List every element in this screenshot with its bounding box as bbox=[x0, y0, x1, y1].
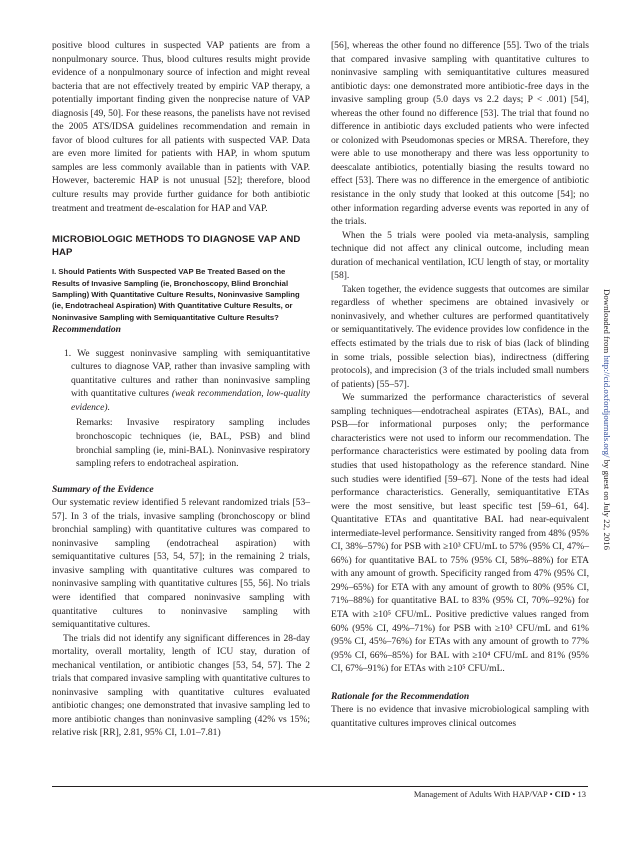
download-notice-suffix: by guest on July 22, 2016 bbox=[602, 457, 612, 551]
footer-separator: • bbox=[549, 789, 553, 799]
recommendation-strength: (weak recommendation, low-quality evidence). bbox=[71, 388, 310, 413]
paragraph-antibiotic-days: [56], whereas the other found no difference [55]. Two of the trials that compared invasive sampling with quantitative cultures to noninvasive sampling with semiquantitative cultures measured antibiotic days: one demonstrated more antibiotic-free days in the invasive sampling group (5.0 days vs 2.2 days; P < .001) [54], whereas the other found no difference [53]. The trial that found no difference in antibiotic days excluded patients who were infected or colonized with Pseudomonas species or MRSA. Therefore, they were able to use monotherapy and there was less opportunity to deescalate antibiotics, potentially biasing the results toward no effect [53]. There was no difference in the emergence of antibiotic resistance in the only study that looked at this outcome [54]; no other information regarding adverse events was reported in any of the trials. bbox=[331, 40, 589, 228]
section-heading: MICROBIOLOGIC METHODS TO DIAGNOSE VAP AND HAP bbox=[52, 234, 301, 259]
download-notice bbox=[602, 289, 612, 550]
paragraph-meta-analysis: When the 5 trials were pooled via meta-analysis, sampling technique did not affect any clinical outcome, including mean duration of mechanical ventilation, ICU length of stay, or mortality [58]. bbox=[331, 229, 589, 282]
rationale-paragraph: There is no evidence that invasive microbiological sampling with quantitative cultures improves clinical outcomes bbox=[331, 704, 589, 729]
page-footer bbox=[414, 789, 586, 799]
recommendation-item bbox=[64, 347, 310, 415]
recommendation-text: 1. We suggest noninvasive sampling with semiquantitative cultures to diagnose VAP, rather than invasive sampling with quantitative cultures and rather than noninvasive sampling with quantitative cultures bbox=[64, 347, 310, 400]
right-column bbox=[331, 39, 589, 730]
download-notice-prefix: Downloaded from bbox=[602, 289, 612, 356]
footer-running-title: Management of Adults With HAP/VAP bbox=[413, 789, 548, 799]
summary-label: Summary of the Evidence bbox=[52, 483, 154, 495]
paragraph-evidence-summary: Taken together, the evidence suggests that outcomes are similar regardless of whether specimens are obtained invasively or noninvasively, and whether cultures are performed quantitatively or semiquantitatively. The evidence provides low confidence in the effects estimated by the trials due to risk of bias (lack of blinding in some trials, possible selection bias), indirectness (differing protocols), and imprecision (3 of the trials included small numbers of patients) [55–57]. bbox=[331, 283, 589, 390]
page-number: 13 bbox=[577, 789, 586, 799]
summary-paragraph-2: The trials did not identify any significant differences in 28-day mortality, overall mortality, length of ICU stay, duration of mechanical ventilation, or antibiotic changes [53, 54, 57]. The 2 trials that compared invasive sampling with quantitative cultures to noninvasive sampling with quantitative cultures evaluated antibiotic changes; one demonstrated that invasive sampling led to more antibiotic changes than noninvasive sampling (42% vs 15%; relative risk [RR], 2.81, 95% CI, 1.01–7.81) bbox=[52, 632, 310, 739]
left-column bbox=[52, 39, 310, 740]
rationale-label: Rationale for the Recommendation bbox=[331, 690, 470, 702]
remarks-text: Remarks: Invasive respiratory sampling includes bronchoscopic techniques (ie, BAL, PSB) and blind bronchial sampling (ie, mini-BAL). Noninvasive respiratory sampling refers to endotracheal aspiration. bbox=[76, 417, 310, 470]
paragraph-blood-cultures: positive blood cultures in suspected VAP patients are from a nonpulmonary source. Thus, blood cultures results might provide evidence of a nonpulmonary source of infection and might reveal bacteria that are not effectively treated by empiric VAP therapy, a potentially important finding given the nonprecise nature of VAP diagnosis [49, 50]. For these reasons, the panelists have not revised the 2005 ATS/IDSA guidelines recommendation and remain in favor of blood cultures for all patients with suspected VAP. Data are even more limited for patients with HAP, in whom sputum samples are less commonly available than in patients with VAP. However, bacteremic HAP is not unusual [52]; therefore, blood culture results may provide further guidance for both antibiotic treatment and treatment de-escalation for HAP and VAP. bbox=[52, 40, 310, 214]
recommendation-list bbox=[52, 347, 310, 471]
download-link[interactable]: http://cid.oxfordjournals.org/ bbox=[602, 355, 612, 458]
footer-journal: CID bbox=[554, 789, 571, 799]
recommendation-label: Recommendation bbox=[52, 324, 121, 336]
question-heading: I. Should Patients With Suspected VAP Be Treated Based on the Results of Invasive Sampling (ie, Bronchoscopy, Blind Bronchial Sampling) With Quantitative Culture Results, Noninvasive Sampling (ie, Endotracheal Aspiration) With Quantitative Culture Results, or Noninvasive Sampling with Semiquantitative Culture Results? bbox=[52, 267, 300, 322]
footer-separator: • bbox=[572, 789, 576, 799]
summary-paragraph-1: Our systematic review identified 5 relevant randomized trials [53–57]. In 3 of the trials, invasive sampling (bronchoscopy or blind bronchial sampling) with quantitative cultures was compared to noninvasive sampling (endotracheal aspiration) with semiquantitative cultures [53, 54, 57]; in the remaining 2 trials, invasive sampling with quantitative cultures was compared to noninvasive sampling with quantitative cultures [55, 56]. No trials were identified that compared noninvasive sampling with quantitative cultures to noninvasive sampling with semiquantitative cultures. bbox=[52, 497, 310, 631]
footer-rule bbox=[52, 786, 588, 787]
paragraph-performance: We summarized the performance characteristics of several sampling techniques—endotracheal aspirates (ETAs), BAL, and PSB—for informational purposes only; the performance characteristics were not used to inform our recommendation. The performance characteristics were estimated by pooling data from studies that used histopathology as the reference standard. Nine such studies were identified [59–67]. None of the tests had ideal performance characteristics. Generally, semiquantitative ETAs were the most sensitive, but least specific test [59–61, 64]. Quantitative ETAs and quantitative BAL had near-equivalent intermediate-level performance. Sensitivity ranged from 48% (95% CI, 38%–57%) for PSB with ≥10³ CFU/mL to 57% (95% CI, 47%–66%) for quantitative BAL to 75% (95% CI, 58%–88%) for ETA with any amount of growth. Specificity ranged from 47% (95% CI, 29%–65%) for ETA with any amount of growth to 80% (95% CI, 71%–88%) for quantitative BAL to 83% (95% CI, 70%–92%) for ETA with ≥10⁵ CFU/mL. Positive predictive values ranged from 60% (95% CI, 49%–71%) for PSB with ≥10³ CFU/mL and 61% (95% CI, 45%–76%) for ETAs with any amount of growth to 77% (95% CI, 66%–85%) for BAL with ≥10⁴ CFU/mL and 81% (95% CI, 67%–91%) for ETAs with ≥10⁵ CFU/mL. bbox=[331, 392, 589, 675]
